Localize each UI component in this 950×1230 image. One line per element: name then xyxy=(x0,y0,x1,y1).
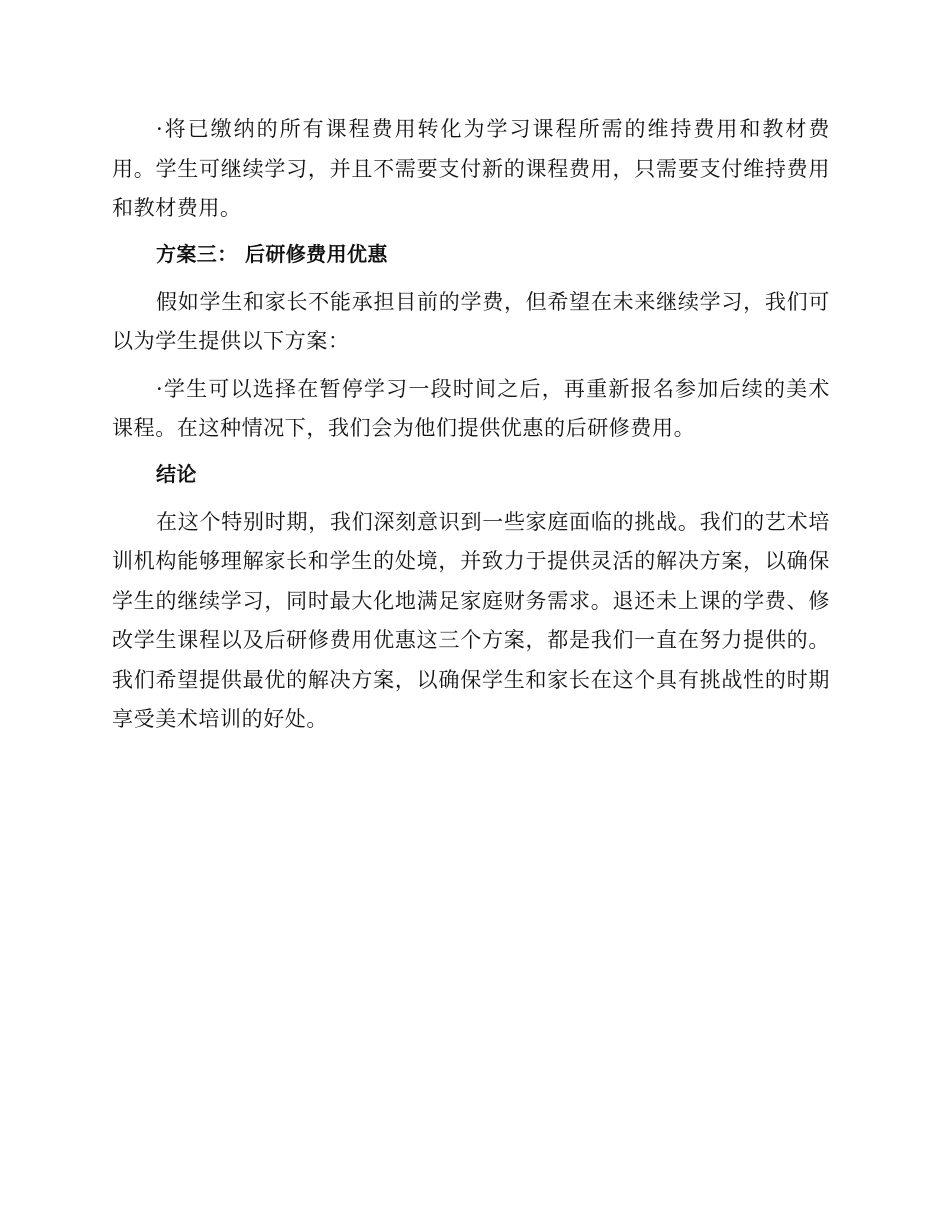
body-paragraph-plan-three-intro: 假如学生和家长不能承担目前的学费，但希望在未来继续学习，我们可以为学生提供以下方案： xyxy=(112,289,830,353)
section-heading-conclusion: 结论 xyxy=(156,461,197,486)
body-paragraph-conclusion: 在这个特别时期，我们深刻意识到一些家庭面临的挑战。我们的艺术培训机构能够理解家长和学生的处境，并致力于提供灵活的解决方案，以确保学生的继续学习，同时最大化地满足家庭财务需求。退还未上课的学费、修改学生课程以及后研修费用优惠这三个方案，都是我们一直在努力提供的。我们希望提供最优的解决方案，以确保学生和家长在这个具有挑战性的时期享受美术培训的好处。 xyxy=(112,509,830,731)
bullet-paragraph-post-study-discount: ·学生可以选择在暂停学习一段时间之后，再重新报名参加后续的美术课程。在这种情况下，我们会为他们提供优惠的后研修费用。 xyxy=(112,376,830,440)
section-heading-plan-three: 方案三： 后研修费用优惠 xyxy=(156,241,388,266)
document-body xyxy=(112,110,830,748)
bullet-paragraph-material-fees: ·将已缴纳的所有课程费用转化为学习课程所需的维持费用和教材费用。学生可继续学习，并且不需要支付新的课程费用，只需要支付维持费用和教材费用。 xyxy=(112,117,830,220)
